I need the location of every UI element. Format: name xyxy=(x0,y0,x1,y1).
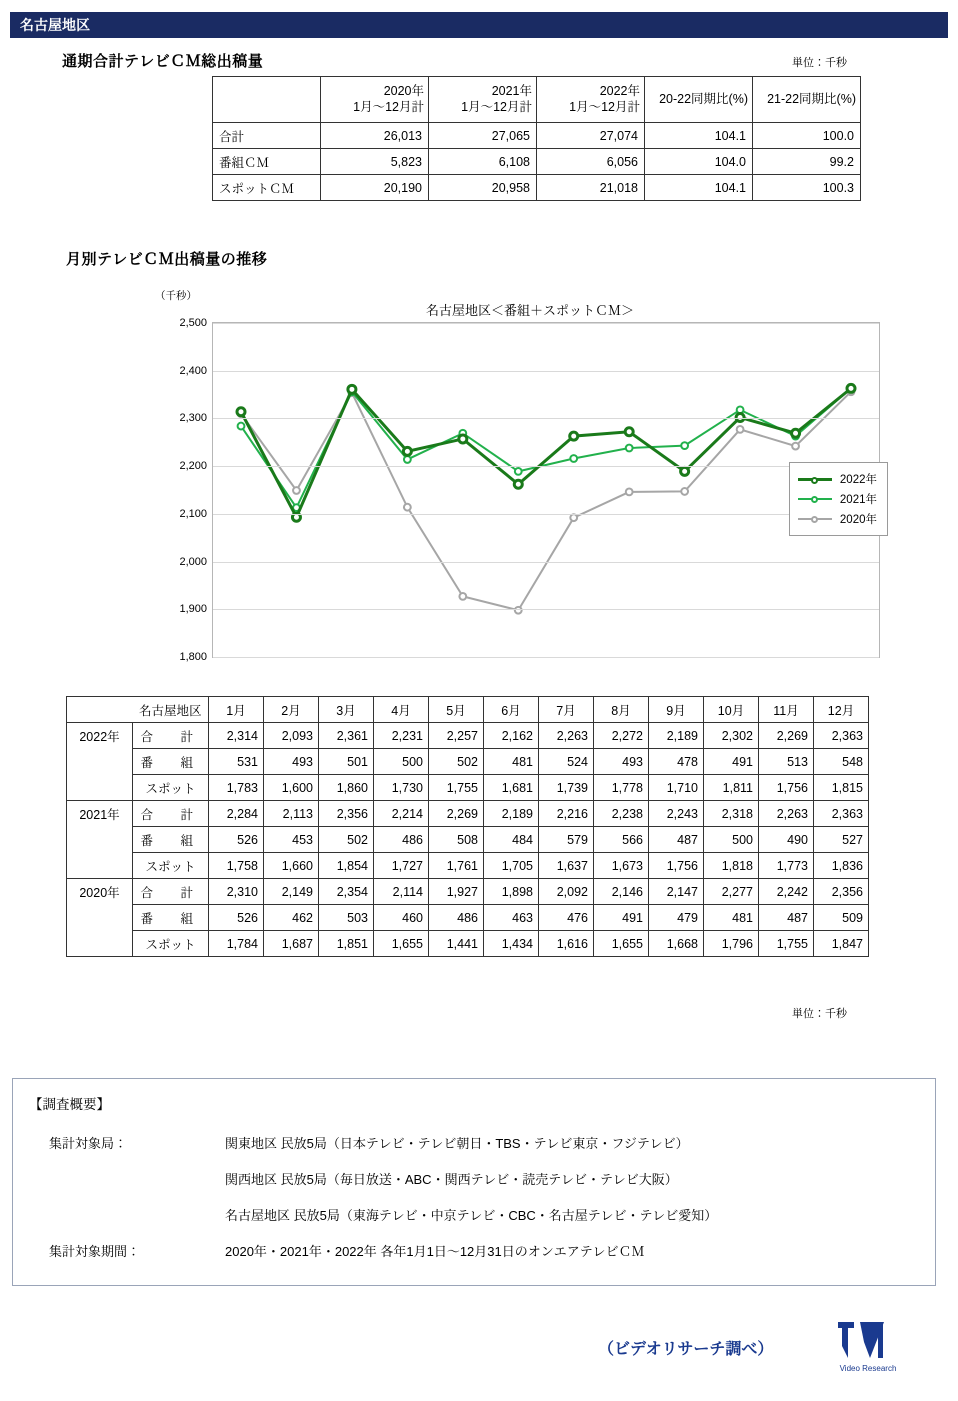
monthly-cell: 2,189 xyxy=(649,723,704,749)
chart-gridline xyxy=(213,562,879,563)
cell-spot-2020: 20,190 xyxy=(321,175,429,201)
chart-gridline xyxy=(213,418,879,419)
monthly-cell: 2,146 xyxy=(594,879,649,905)
monthly-cell: 1,600 xyxy=(264,775,319,801)
chart-point xyxy=(459,435,467,443)
column-header-2020-line1: 2020年 xyxy=(383,83,424,98)
chart-point xyxy=(403,447,411,455)
chart-ytick-label: 2,000 xyxy=(179,555,207,568)
monthly-cell: 1,434 xyxy=(484,931,539,957)
monthly-rowtype: スポット xyxy=(133,853,209,879)
monthly-cell: 527 xyxy=(814,827,869,853)
monthly-cell: 481 xyxy=(704,905,759,931)
monthly-cell: 1,756 xyxy=(649,853,704,879)
monthly-cell: 1,778 xyxy=(594,775,649,801)
monthly-year-2020年: 2020年 xyxy=(67,879,133,957)
monthly-cell: 2,238 xyxy=(594,801,649,827)
table-row xyxy=(67,775,869,801)
total-summary-table xyxy=(212,76,861,201)
chart-point xyxy=(626,489,633,496)
chart-point xyxy=(792,443,799,450)
region-title-bar xyxy=(10,12,948,38)
table-row xyxy=(67,749,869,775)
monthly-cell: 2,302 xyxy=(704,723,759,749)
monthly-cell: 1,854 xyxy=(319,853,374,879)
table-row xyxy=(67,827,869,853)
monthly-cell: 1,851 xyxy=(319,931,374,957)
cell-program-2020: 5,823 xyxy=(321,149,429,175)
monthly-cell: 2,214 xyxy=(374,801,429,827)
monthly-cell: 1,710 xyxy=(649,775,704,801)
footer-source-note: （ビデオリサーチ調べ） xyxy=(598,1341,774,1358)
column-header-2022-line2: 1月～12月計 xyxy=(569,99,640,114)
table-row xyxy=(67,801,869,827)
monthly-cell: 463 xyxy=(484,905,539,931)
monthly-cell: 500 xyxy=(374,749,429,775)
chart-ytick-label: 2,100 xyxy=(179,507,207,520)
chart-ytick-label: 2,200 xyxy=(179,460,207,473)
monthly-cell: 479 xyxy=(649,905,704,931)
monthly-cell: 2,149 xyxy=(264,879,319,905)
monthly-cell: 509 xyxy=(814,905,869,931)
monthly-cell: 513 xyxy=(759,749,814,775)
monthly-cell: 1,758 xyxy=(209,853,264,879)
survey-station-kanto: 関東地区 民放5局（日本テレビ・テレビ朝日・TBS・テレビ東京・フジテレビ） xyxy=(225,1136,689,1151)
table-header-row xyxy=(213,77,861,123)
legend-swatch-2022 xyxy=(798,478,832,481)
monthly-cell: 2,231 xyxy=(374,723,429,749)
chart-axis-unit: （千秒） xyxy=(155,290,197,302)
chart-legend xyxy=(789,462,888,536)
monthly-cell: 502 xyxy=(429,749,484,775)
monthly-cell: 2,363 xyxy=(814,723,869,749)
monthly-cell: 478 xyxy=(649,749,704,775)
chart-point xyxy=(737,426,744,433)
chart-line-2022年 xyxy=(241,388,851,517)
monthly-cell: 1,705 xyxy=(484,853,539,879)
monthly-cell: 1,898 xyxy=(484,879,539,905)
chart-plot-area xyxy=(179,317,880,663)
monthly-cell: 1,616 xyxy=(539,931,594,957)
monthly-cell: 481 xyxy=(484,749,539,775)
monthly-header-11月: 11月 xyxy=(759,697,814,723)
survey-outline-box xyxy=(12,1078,936,1286)
chart-point xyxy=(847,384,855,392)
cell-total-2020: 26,013 xyxy=(321,123,429,149)
legend-item-2020 xyxy=(798,509,877,529)
monthly-cell: 1,673 xyxy=(594,853,649,879)
chart-series-svg xyxy=(213,323,879,657)
logo-mark-icon xyxy=(820,1318,916,1364)
monthly-cell: 1,784 xyxy=(209,931,264,957)
monthly-cell: 1,687 xyxy=(264,931,319,957)
monthly-rowtype: スポット xyxy=(133,775,209,801)
legend-item-2021 xyxy=(798,489,877,509)
monthly-cell: 1,668 xyxy=(649,931,704,957)
monthly-header-3月: 3月 xyxy=(319,697,374,723)
monthly-cell: 1,655 xyxy=(374,931,429,957)
table-row xyxy=(213,123,861,149)
monthly-corner-left xyxy=(67,697,133,723)
monthly-cell: 1,927 xyxy=(429,879,484,905)
unit-label-bottom: 単位：千秒 xyxy=(792,1008,847,1020)
cell-spot-ratio-21-22: 100.3 xyxy=(753,175,861,201)
monthly-cell: 1,756 xyxy=(759,775,814,801)
monthly-cell: 1,730 xyxy=(374,775,429,801)
cell-spot-2021: 20,958 xyxy=(429,175,537,201)
monthly-cell: 490 xyxy=(759,827,814,853)
monthly-year-2021年: 2021年 xyxy=(67,801,133,879)
chart-point xyxy=(348,385,356,393)
monthly-cell: 2,356 xyxy=(814,879,869,905)
monthly-cell: 1,755 xyxy=(429,775,484,801)
monthly-cell: 579 xyxy=(539,827,594,853)
legend-label-2022: 2022年 xyxy=(839,474,877,486)
monthly-cell: 1,818 xyxy=(704,853,759,879)
monthly-cell: 1,796 xyxy=(704,931,759,957)
monthly-cell: 1,637 xyxy=(539,853,594,879)
monthly-cell: 508 xyxy=(429,827,484,853)
monthly-cell: 2,114 xyxy=(374,879,429,905)
monthly-cell: 453 xyxy=(264,827,319,853)
chart-point xyxy=(570,455,577,462)
monthly-year-2022年: 2022年 xyxy=(67,723,133,801)
monthly-cell: 491 xyxy=(704,749,759,775)
row-label-program: 番組ＣＭ xyxy=(213,149,321,175)
monthly-cell: 2,363 xyxy=(814,801,869,827)
monthly-cell: 2,257 xyxy=(429,723,484,749)
monthly-line-chart xyxy=(150,286,910,676)
monthly-cell: 1,441 xyxy=(429,931,484,957)
monthly-cell: 2,269 xyxy=(429,801,484,827)
monthly-header-8月: 8月 xyxy=(594,697,649,723)
monthly-cell: 1,739 xyxy=(539,775,594,801)
legend-swatch-2020 xyxy=(798,518,832,520)
monthly-cell: 2,113 xyxy=(264,801,319,827)
monthly-cell: 1,836 xyxy=(814,853,869,879)
chart-point xyxy=(626,445,633,452)
chart-ytick-label: 2,300 xyxy=(179,412,207,425)
monthly-cell: 2,189 xyxy=(484,801,539,827)
monthly-cell: 2,310 xyxy=(209,879,264,905)
monthly-cell: 2,354 xyxy=(319,879,374,905)
table-row xyxy=(213,149,861,175)
monthly-cell: 501 xyxy=(319,749,374,775)
monthly-rowtype: 番 組 xyxy=(133,749,209,775)
monthly-cell: 2,092 xyxy=(539,879,594,905)
monthly-rowtype: 合 計 xyxy=(133,879,209,905)
cell-program-ratio-21-22: 99.2 xyxy=(753,149,861,175)
column-header-2021 xyxy=(429,77,537,123)
monthly-cell: 493 xyxy=(594,749,649,775)
chart-point xyxy=(570,514,577,521)
monthly-cell: 2,318 xyxy=(704,801,759,827)
chart-gridline xyxy=(213,466,879,467)
monthly-cell: 486 xyxy=(429,905,484,931)
monthly-cell: 1,655 xyxy=(594,931,649,957)
monthly-rowtype: 合 計 xyxy=(133,723,209,749)
chart-gridline xyxy=(213,371,879,372)
column-header-2021-line1: 2021年 xyxy=(491,83,532,98)
chart-point xyxy=(404,504,411,511)
column-header-2020-line2: 1月～12月計 xyxy=(353,99,424,114)
monthly-cell: 486 xyxy=(374,827,429,853)
monthly-cell: 1,727 xyxy=(374,853,429,879)
monthly-cell: 2,093 xyxy=(264,723,319,749)
legend-label-2020: 2020年 xyxy=(839,514,877,526)
monthly-cell: 526 xyxy=(209,905,264,931)
monthly-cell: 2,242 xyxy=(759,879,814,905)
chart-point xyxy=(514,480,522,488)
monthly-cell: 2,263 xyxy=(759,801,814,827)
monthly-rowtype: 合 計 xyxy=(133,801,209,827)
survey-label-period: 集計対象期間： xyxy=(49,1244,141,1259)
table-row xyxy=(67,723,869,749)
monthly-cell: 493 xyxy=(264,749,319,775)
cell-program-2022: 6,056 xyxy=(537,149,645,175)
survey-title: 【調査概要】 xyxy=(29,1097,110,1112)
monthly-cell: 2,314 xyxy=(209,723,264,749)
chart-gridline xyxy=(213,609,879,610)
chart-point xyxy=(792,429,800,437)
survey-station-nagoya: 名古屋地区 民放5局（東海テレビ・中京テレビ・CBC・名古屋テレビ・テレビ愛知） xyxy=(225,1208,718,1223)
chart-point xyxy=(238,423,245,430)
monthly-cell: 1,761 xyxy=(429,853,484,879)
monthly-cell: 531 xyxy=(209,749,264,775)
monthly-cell: 1,860 xyxy=(319,775,374,801)
monthly-cell: 476 xyxy=(539,905,594,931)
chart-ytick-label: 1,900 xyxy=(179,603,207,616)
column-header-ratio-21-22: 21-22同期比(%) xyxy=(753,77,861,123)
legend-item-2022 xyxy=(798,469,877,489)
monthly-header-2月: 2月 xyxy=(264,697,319,723)
monthly-cell: 2,162 xyxy=(484,723,539,749)
monthly-cell: 1,681 xyxy=(484,775,539,801)
monthly-cell: 1,783 xyxy=(209,775,264,801)
monthly-header-12月: 12月 xyxy=(814,697,869,723)
monthly-header-1月: 1月 xyxy=(209,697,264,723)
monthly-corner-label: 名古屋地区 xyxy=(133,697,209,723)
table-row xyxy=(67,879,869,905)
cell-total-ratio-20-22: 104.1 xyxy=(645,123,753,149)
chart-point xyxy=(625,428,633,436)
monthly-cell: 503 xyxy=(319,905,374,931)
chart-point xyxy=(570,432,578,440)
monthly-header-5月: 5月 xyxy=(429,697,484,723)
chart-point xyxy=(681,442,688,449)
table-row xyxy=(67,905,869,931)
monthly-cell: 2,277 xyxy=(704,879,759,905)
chart-title: 名古屋地区＜番組＋スポットＣＭ＞ xyxy=(425,303,634,318)
column-header-ratio-20-22: 20-22同期比(%) xyxy=(645,77,753,123)
legend-label-2021: 2021年 xyxy=(839,494,877,506)
monthly-rowtype: スポット xyxy=(133,931,209,957)
cell-total-2022: 27,074 xyxy=(537,123,645,149)
monthly-header-row xyxy=(67,697,869,723)
chart-point xyxy=(459,593,466,600)
survey-label-stations: 集計対象局： xyxy=(49,1136,128,1151)
section-heading-total: 通期合計テレビＣＭ総出稿量 xyxy=(62,53,264,70)
monthly-header-9月: 9月 xyxy=(649,697,704,723)
chart-point xyxy=(293,487,300,494)
monthly-cell: 462 xyxy=(264,905,319,931)
chart-point xyxy=(404,456,411,463)
monthly-cell: 487 xyxy=(649,827,704,853)
table-row xyxy=(67,853,869,879)
chart-line-2021年 xyxy=(241,388,851,507)
monthly-cell: 1,773 xyxy=(759,853,814,879)
section-heading-monthly: 月別テレビＣＭ出稿量の推移 xyxy=(66,251,268,268)
monthly-cell: 2,272 xyxy=(594,723,649,749)
monthly-cell: 502 xyxy=(319,827,374,853)
monthly-cell: 487 xyxy=(759,905,814,931)
cell-program-ratio-20-22: 104.0 xyxy=(645,149,753,175)
monthly-cell: 566 xyxy=(594,827,649,853)
survey-period-value: 2020年・2021年・2022年 各年1月1日～12月31日のオンエアテレビＣＭ xyxy=(225,1244,645,1259)
monthly-cell: 1,815 xyxy=(814,775,869,801)
monthly-rowtype: 番 組 xyxy=(133,905,209,931)
monthly-cell: 460 xyxy=(374,905,429,931)
logo-caption: Video Research xyxy=(839,1364,897,1373)
chart-point xyxy=(681,488,688,495)
legend-swatch-2021 xyxy=(798,498,832,500)
cell-program-2021: 6,108 xyxy=(429,149,537,175)
monthly-header-7月: 7月 xyxy=(539,697,594,723)
chart-gridline xyxy=(213,514,879,515)
monthly-cell: 2,243 xyxy=(649,801,704,827)
cell-total-ratio-21-22: 100.0 xyxy=(753,123,861,149)
table-row xyxy=(213,175,861,201)
monthly-header-10月: 10月 xyxy=(704,697,759,723)
monthly-cell: 491 xyxy=(594,905,649,931)
monthly-header-6月: 6月 xyxy=(484,697,539,723)
monthly-cell: 484 xyxy=(484,827,539,853)
monthly-cell: 526 xyxy=(209,827,264,853)
monthly-cell: 2,361 xyxy=(319,723,374,749)
cell-total-2021: 27,065 xyxy=(429,123,537,149)
monthly-cell: 1,660 xyxy=(264,853,319,879)
column-header-2021-line2: 1月～12月計 xyxy=(461,99,532,114)
monthly-cell: 1,755 xyxy=(759,931,814,957)
monthly-header-4月: 4月 xyxy=(374,697,429,723)
monthly-cell: 1,847 xyxy=(814,931,869,957)
cell-spot-2022: 21,018 xyxy=(537,175,645,201)
table-row xyxy=(67,931,869,957)
chart-gridline xyxy=(213,323,879,324)
chart-point xyxy=(515,468,522,475)
region-title: 名古屋地区 xyxy=(20,17,90,33)
monthly-cell: 2,269 xyxy=(759,723,814,749)
chart-point xyxy=(681,467,689,475)
monthly-cell: 524 xyxy=(539,749,594,775)
monthly-cell: 2,216 xyxy=(539,801,594,827)
column-header-2022-line1: 2022年 xyxy=(599,83,640,98)
monthly-cell: 500 xyxy=(704,827,759,853)
monthly-cell: 2,356 xyxy=(319,801,374,827)
row-label-total: 合計 xyxy=(213,123,321,149)
monthly-data-table xyxy=(66,696,869,957)
row-label-spot: スポットＣＭ xyxy=(213,175,321,201)
column-header-2020 xyxy=(321,77,429,123)
chart-ytick-label: 2,500 xyxy=(179,317,207,329)
monthly-cell: 2,147 xyxy=(649,879,704,905)
monthly-cell: 2,263 xyxy=(539,723,594,749)
survey-station-kansai: 関西地区 民放5局（毎日放送・ABC・関西テレビ・読売テレビ・テレビ大阪） xyxy=(225,1172,678,1187)
monthly-cell: 1,811 xyxy=(704,775,759,801)
chart-point xyxy=(237,408,245,416)
unit-label-top: 単位：千秒 xyxy=(792,57,847,69)
chart-gridline xyxy=(213,657,879,658)
monthly-cell: 548 xyxy=(814,749,869,775)
column-header-2022 xyxy=(537,77,645,123)
monthly-rowtype: 番 組 xyxy=(133,827,209,853)
monthly-cell: 2,284 xyxy=(209,801,264,827)
chart-ytick-label: 2,400 xyxy=(179,364,207,377)
corner-cell xyxy=(213,77,321,123)
chart-ytick-label: 1,800 xyxy=(179,651,207,663)
cell-spot-ratio-20-22: 104.1 xyxy=(645,175,753,201)
video-research-logo xyxy=(820,1318,916,1380)
